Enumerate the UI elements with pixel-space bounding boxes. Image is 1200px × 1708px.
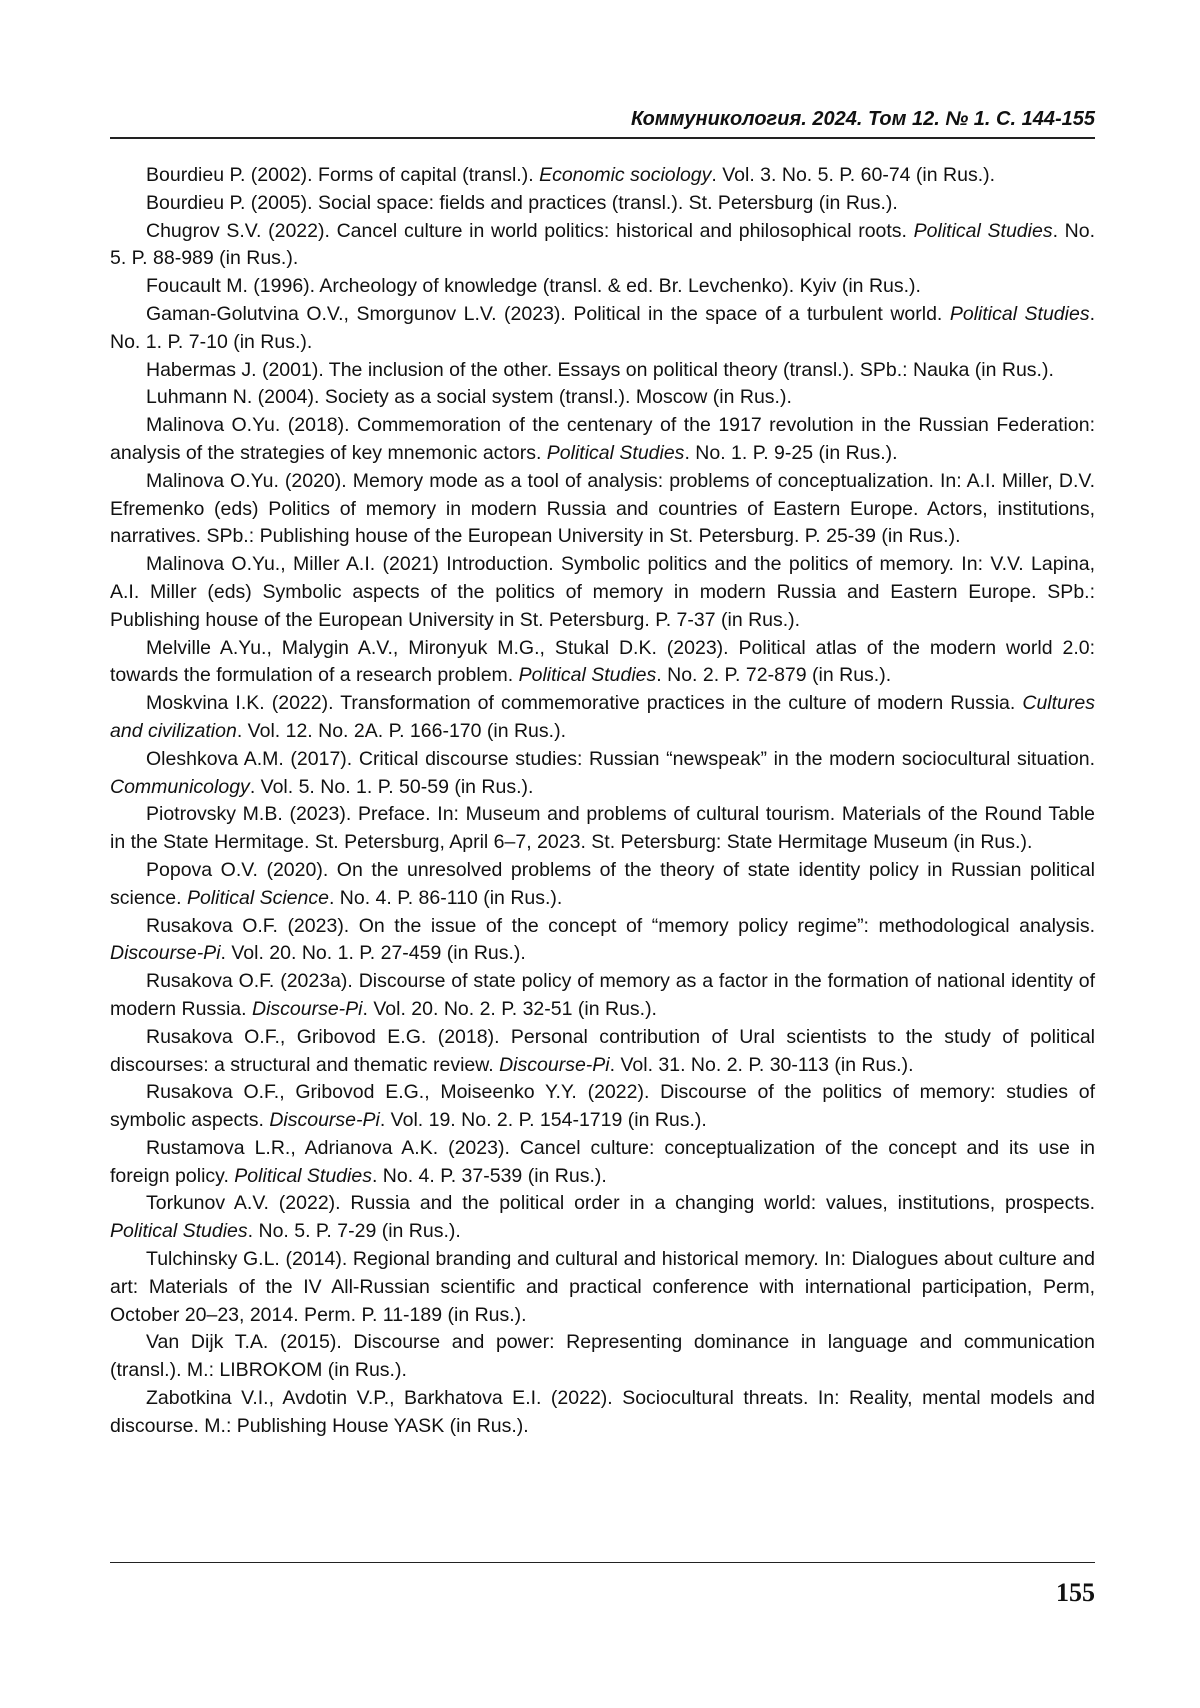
reference-entry (110, 218, 1095, 274)
page-number: 155 (1056, 1578, 1095, 1607)
reference-text: Habermas J. (2001). The inclusion of the other. Essays on political theory (transl.). SPb.: Nauka (in Rus.). (146, 358, 1054, 381)
reference-details: . Vol. 31. No. 2. P. 30-113 (in Rus.). (609, 1053, 914, 1076)
reference-details: . Vol. 20. No. 2. P. 32-51 (in Rus.). (362, 997, 657, 1020)
reference-entry (110, 913, 1095, 969)
reference-journal: Economic sociology (539, 164, 712, 186)
reference-text: Moskvina I.K. (2022). Transformation of commemorative practices in the culture of modern Russia. (146, 692, 1023, 715)
reference-entry (110, 857, 1095, 913)
reference-entry (110, 551, 1095, 634)
reference-text: Oleshkova A.M. (2017). Critical discourse studies: Russian “newspeak” in the modern sociocultural situation. (146, 747, 1095, 770)
reference-entry (110, 1079, 1095, 1135)
reference-details: . Vol. 3. No. 5. P. 60-74 (in Rus.). (711, 164, 996, 186)
reference-entry (110, 190, 1095, 218)
reference-text: Malinova O.Yu. (2018). Commemoration of the centenary of the 1917 revolution in the Russian Federation: analysis of the strategies of key mnemonic actors. (110, 414, 1095, 464)
reference-entry (110, 384, 1095, 412)
reference-journal: Political Studies (234, 1164, 372, 1187)
reference-text: Chugrov S.V. (2022). Cancel culture in world politics: historical and philosophical roots. (146, 219, 914, 242)
reference-journal: Cultures and civilization (110, 692, 1095, 742)
reference-details: . Vol. 20. No. 1. P. 27-459 (in Rus.). (220, 942, 526, 965)
reference-text: Foucault M. (1996). Archeology of knowledge (transl. & ed. Br. Levchenko). Kyiv (in Rus.). (146, 275, 921, 298)
reference-journal: Political Studies (518, 664, 657, 687)
reference-entry (110, 1246, 1095, 1329)
reference-text: Van Dijk T.A. (2015). Discourse and power: Representing dominance in language and communication (transl.). M.: LIBROKOM (in Rus.). (110, 1331, 1095, 1382)
reference-entry (110, 635, 1095, 691)
reference-details: . No. 2. P. 72-879 (in Rus.). (656, 664, 892, 687)
reference-details: . No. 5. P. 7-29 (in Rus.). (247, 1220, 461, 1243)
reference-journal: Discourse-Pi (251, 997, 363, 1020)
reference-entry (110, 1385, 1095, 1441)
reference-text: Melville A.Yu., Malygin A.V., Mironyuk M.G., Stukal D.K. (2023). Political atlas of the modern world 2.0: towards the formulation of a research problem. (110, 636, 1095, 687)
reference-details: . Vol. 19. No. 2. P. 154-1719 (in Rus.). (379, 1109, 707, 1132)
reference-details: . No. 5. P. 88-989 (in Rus.). (110, 219, 1096, 270)
reference-details: . No. 4. P. 86-110 (in Rus.). (328, 886, 563, 909)
reference-entry (110, 301, 1095, 357)
reference-details: . Vol. 5. No. 1. P. 50-59 (in Rus.). (249, 775, 534, 798)
reference-text: Malinova O.Yu. (2020). Memory mode as a tool of analysis: problems of conceptualization. In: A.I. Miller, D.V. Efremenko (eds) Politics of memory in modern Russia and countries of Eastern Europe. Actors, institutions, narratives. SPb.: Publishing house of the European University in St. Petersburg. P. 25-39 (in Rus.). (110, 469, 1095, 548)
reference-text: Rusakova O.F. (2023a). Discourse of state policy of memory as a factor in the formation of national identity of modern Russia. (110, 970, 1095, 1020)
reference-details: . No. 1. P. 7-10 (in Rus.). (110, 302, 1095, 353)
reference-text: Popova O.V. (2020). On the unresolved problems of the theory of state identity policy in Russian political science. (110, 858, 1095, 909)
reference-journal: Political Studies (110, 1220, 248, 1243)
reference-text: Rusakova O.F., Gribovod E.G., Moiseenko Y.Y. (2022). Discourse of the politics of memory: studies of symbolic aspects. (110, 1081, 1095, 1132)
reference-journal: Political Studies (949, 302, 1090, 325)
reference-journal: Political Science (186, 886, 329, 909)
reference-entry (110, 273, 1095, 301)
reference-entry (110, 746, 1095, 802)
reference-journal: Discourse-Pi (499, 1053, 610, 1076)
reference-journal: Political Studies (546, 441, 685, 464)
reference-entry (110, 1024, 1095, 1080)
header-rule (110, 137, 1095, 139)
reference-text: Malinova O.Yu., Miller A.I. (2021) Introduction. Symbolic politics and the politics of memory. In: V.V. Lapina, A.I. Miller (eds) Symbolic aspects of the politics of memory in modern Russia and Eastern Europe. SPb.: Publishing house of the European University in St. Petersburg. P. 7-37 (in Rus.). (110, 553, 1095, 631)
reference-entry (110, 1329, 1095, 1385)
reference-entry (110, 357, 1095, 385)
reference-text: Luhmann N. (2004). Society as a social system (transl.). Moscow (in Rus.). (146, 386, 792, 409)
reference-journal: Communicology (110, 775, 250, 798)
reference-text: Rusakova O.F. (2023). On the issue of the concept of “memory policy regime”: methodological analysis. (146, 914, 1095, 937)
reference-text: Bourdieu P. (2002). Forms of capital (transl.). (146, 164, 540, 186)
reference-text: Tulchinsky G.L. (2014). Regional branding and cultural and historical memory. In: Dialogues about culture and art: Materials of the IV All-Russian scientific and practical conference with international participation, Perm, October 20–23, 2014. Perm. P. 11-189 (in Rus.). (110, 1248, 1095, 1326)
reference-details: . No. 1. P. 9-25 (in Rus.). (684, 441, 898, 464)
reference-text: Rustamova L.R., Adrianova A.K. (2023). Cancel culture: conceptualization of the concept and its use in foreign policy. (110, 1136, 1095, 1187)
reference-journal: Political Studies (913, 219, 1053, 242)
reference-text: Gaman-Golutvina O.V., Smorgunov L.V. (2023). Political in the space of a turbulent world. (146, 302, 950, 325)
reference-text: Zabotkina V.I., Avdotin V.P., Barkhatova E.I. (2022). Sociocultural threats. In: Reality, mental models and discourse. M.: Publishing House YASK (in Rus.). (110, 1387, 1095, 1437)
reference-entry (110, 690, 1095, 746)
reference-entry (110, 412, 1095, 468)
reference-text: Bourdieu P. (2005). Social space: fields and practices (transl.). St. Petersburg (in Rus.). (146, 191, 898, 214)
reference-list (110, 162, 1095, 1441)
reference-details: . No. 4. P. 37-539 (in Rus.). (371, 1164, 607, 1187)
reference-journal: Discourse-Pi (269, 1109, 380, 1132)
reference-text: Rusakova O.F., Gribovod E.G. (2018). Personal contribution of Ural scientists to the study of political discourses: a structural and thematic review. (110, 1025, 1095, 1076)
reference-journal: Discourse-Pi (110, 942, 221, 965)
reference-details: . Vol. 12. No. 2A. P. 166-170 (in Rus.). (236, 719, 566, 742)
reference-text: Torkunov A.V. (2022). Russia and the political order in a changing world: values, institutions, prospects. (146, 1192, 1095, 1215)
reference-entry (110, 162, 1095, 190)
footer-rule (110, 1562, 1095, 1563)
reference-entry (110, 1190, 1095, 1246)
reference-entry (110, 468, 1095, 551)
reference-entry (110, 1135, 1095, 1191)
reference-text: Piotrovsky M.B. (2023). Preface. In: Museum and problems of cultural tourism. Materials of the Round Table in the State Hermitage. St. Petersburg, April 6–7, 2023. St. Petersburg: State Hermitage Museum (in Rus.). (110, 803, 1095, 854)
reference-entry (110, 968, 1095, 1024)
running-header: Коммуникология. 2024. Том 12. № 1. С. 144-155 (631, 108, 1095, 130)
reference-entry (110, 801, 1095, 857)
